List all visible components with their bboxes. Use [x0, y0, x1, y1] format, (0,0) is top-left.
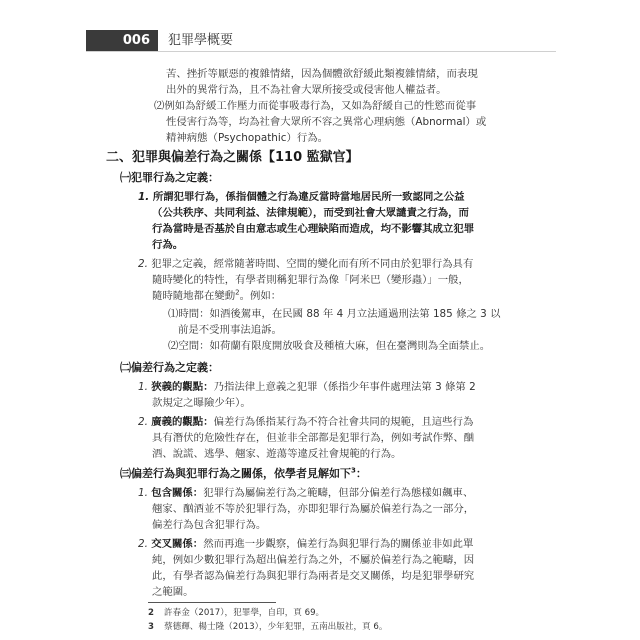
- intro-line: 精神病態（Psychopathic）行為。: [166, 132, 329, 144]
- item-text: 犯罪之定義，經常隨著時間、空間的變化而有所不同由於犯罪行為具有: [151, 258, 474, 270]
- paragraph-line: 偏差行為包含犯罪行為。: [152, 519, 267, 531]
- paragraph-line: [138, 536, 473, 552]
- paragraph-line: 之範圍。: [152, 586, 194, 598]
- footnote-mark: 3: [148, 622, 154, 632]
- footnote-divider: [148, 602, 276, 603]
- paragraph-line: 此，有學者認為偏差行為與犯罪行為兩者是交叉關係，均是犯罪學研究: [152, 570, 475, 582]
- paragraph-line: 純，例如少數犯罪行為超出偏差行為之外，不屬於偏差行為之範疇，因: [152, 554, 475, 566]
- paragraph-line: [138, 379, 476, 395]
- paragraph-line: [138, 189, 465, 205]
- paragraph-line: 行為當時是否基於自由意志或生心理缺陷而造成，均不影響其成立犯罪: [152, 223, 475, 235]
- paragraph-line: 行為。: [152, 239, 184, 251]
- page-header: [0, 30, 640, 52]
- term-label: 交叉關係：: [151, 538, 204, 550]
- subsection-heading-1: ㈠犯罪行為之定義：: [120, 171, 219, 184]
- intro-line: 苦、挫折等厭惡的複雜情緒，因為個體欲舒緩此類複雜情緒，而表現: [166, 68, 478, 80]
- footnote-item: [148, 620, 387, 634]
- page-number: 006: [86, 30, 158, 52]
- heading-text: ：: [355, 467, 367, 480]
- term-label: 廣義的觀點：: [151, 416, 214, 428]
- item-text: 乃指法律上意義之犯罪（係指少年事件處理法第 3 條第 2: [213, 381, 476, 393]
- paragraph-line: [138, 414, 473, 430]
- subsection-heading-2: ㈡偏差行為之定義：: [120, 361, 219, 374]
- paragraph-line: 款規定之曝險少年）。: [152, 397, 251, 409]
- paragraph-line: （公共秩序、共同利益、法律規範），而受到社會大眾譴責之行為，而: [152, 207, 469, 219]
- item-text: 偏差行為係指某行為不符合社會共同的規範，且這些行為: [213, 416, 474, 428]
- book-title: 犯罪學概要: [168, 33, 234, 48]
- item-number: 2.: [138, 416, 148, 428]
- footnote-mark: 2: [148, 608, 154, 618]
- item-number: 1.: [138, 191, 150, 203]
- item-number: 1.: [138, 381, 148, 393]
- section-heading: 二、犯罪與偏差行為之關係【110 監獄官】: [106, 150, 359, 165]
- paragraph-line: [152, 288, 281, 304]
- item-text: 。例如：: [239, 290, 282, 302]
- paragraph-line: [138, 485, 473, 501]
- footnote-item: [148, 606, 324, 620]
- item-text: 然而再進一步觀察，偏差行為與犯罪行為的關係並非如此單: [203, 538, 474, 550]
- term-label: 包含關係：: [151, 487, 204, 499]
- footnote-ref[interactable]: 2: [235, 288, 240, 297]
- paragraph-line: [138, 256, 473, 272]
- intro-item-2: ⑵例如為舒緩工作壓力而從事吸毒行為，又如為舒緩自己的性慾而從事: [154, 100, 477, 112]
- footnote-ref[interactable]: 3: [351, 466, 356, 475]
- intro-line: 性侵害行為等，均為社會大眾所不容之異常心理病態（Abnormal）或: [166, 116, 487, 128]
- term-label: 狹義的觀點：: [151, 381, 214, 393]
- footnote-text: 蔡德輝、楊士隆（2013），少年犯罪，五南出版社，頁 6。: [164, 622, 388, 632]
- item-text: 隨時隨地都在變動: [152, 290, 236, 302]
- footnote-text: 許春金（2017），犯罪學，自印，頁 69。: [164, 608, 325, 618]
- list-item: ⑵空間：如荷蘭有限度開放吸食及種植大麻，但在臺灣則為全面禁止。: [168, 340, 491, 352]
- item-text: 所謂犯罪行為，係指個體之行為違反當時當地居民所一致認同之公益: [152, 191, 465, 203]
- paragraph-line: 具有潛伏的危險性存在，但並非全部都是犯罪行為，例如考試作弊、酗: [152, 432, 475, 444]
- list-item: ⑴時間：如酒後駕車，在民國 88 年 4 月立法通過刑法第 185 條之 3 以: [168, 308, 501, 320]
- item-text: 犯罪行為屬偏差行為之範疇，但部分偏差行為態樣如飆車、: [203, 487, 474, 499]
- paragraph-line: 隨時變化的特性，有學者則稱犯罪行為像「阿米巴（變形蟲）」一般，: [152, 274, 469, 286]
- list-item: 前是不受刑事法追訴。: [178, 324, 282, 336]
- paragraph-line: 酒、說謊、逃學、翹家、遊蕩等違反社會規範的行為。: [152, 448, 402, 460]
- intro-line: 出外的異常行為，且不為社會大眾所接受或侵害他人權益者。: [166, 84, 447, 96]
- header-divider: [86, 51, 556, 52]
- subsection-heading-3: [120, 466, 367, 482]
- item-number: 2.: [138, 538, 148, 550]
- item-number: 1.: [138, 487, 148, 499]
- item-number: 2.: [138, 258, 148, 270]
- heading-text: ㈢偏差行為與犯罪行為之關係，依學者見解如下: [120, 467, 351, 480]
- paragraph-line: 翹家、酗酒並不等於犯罪行為，亦即犯罪行為屬於偏差行為之一部分，: [152, 503, 475, 515]
